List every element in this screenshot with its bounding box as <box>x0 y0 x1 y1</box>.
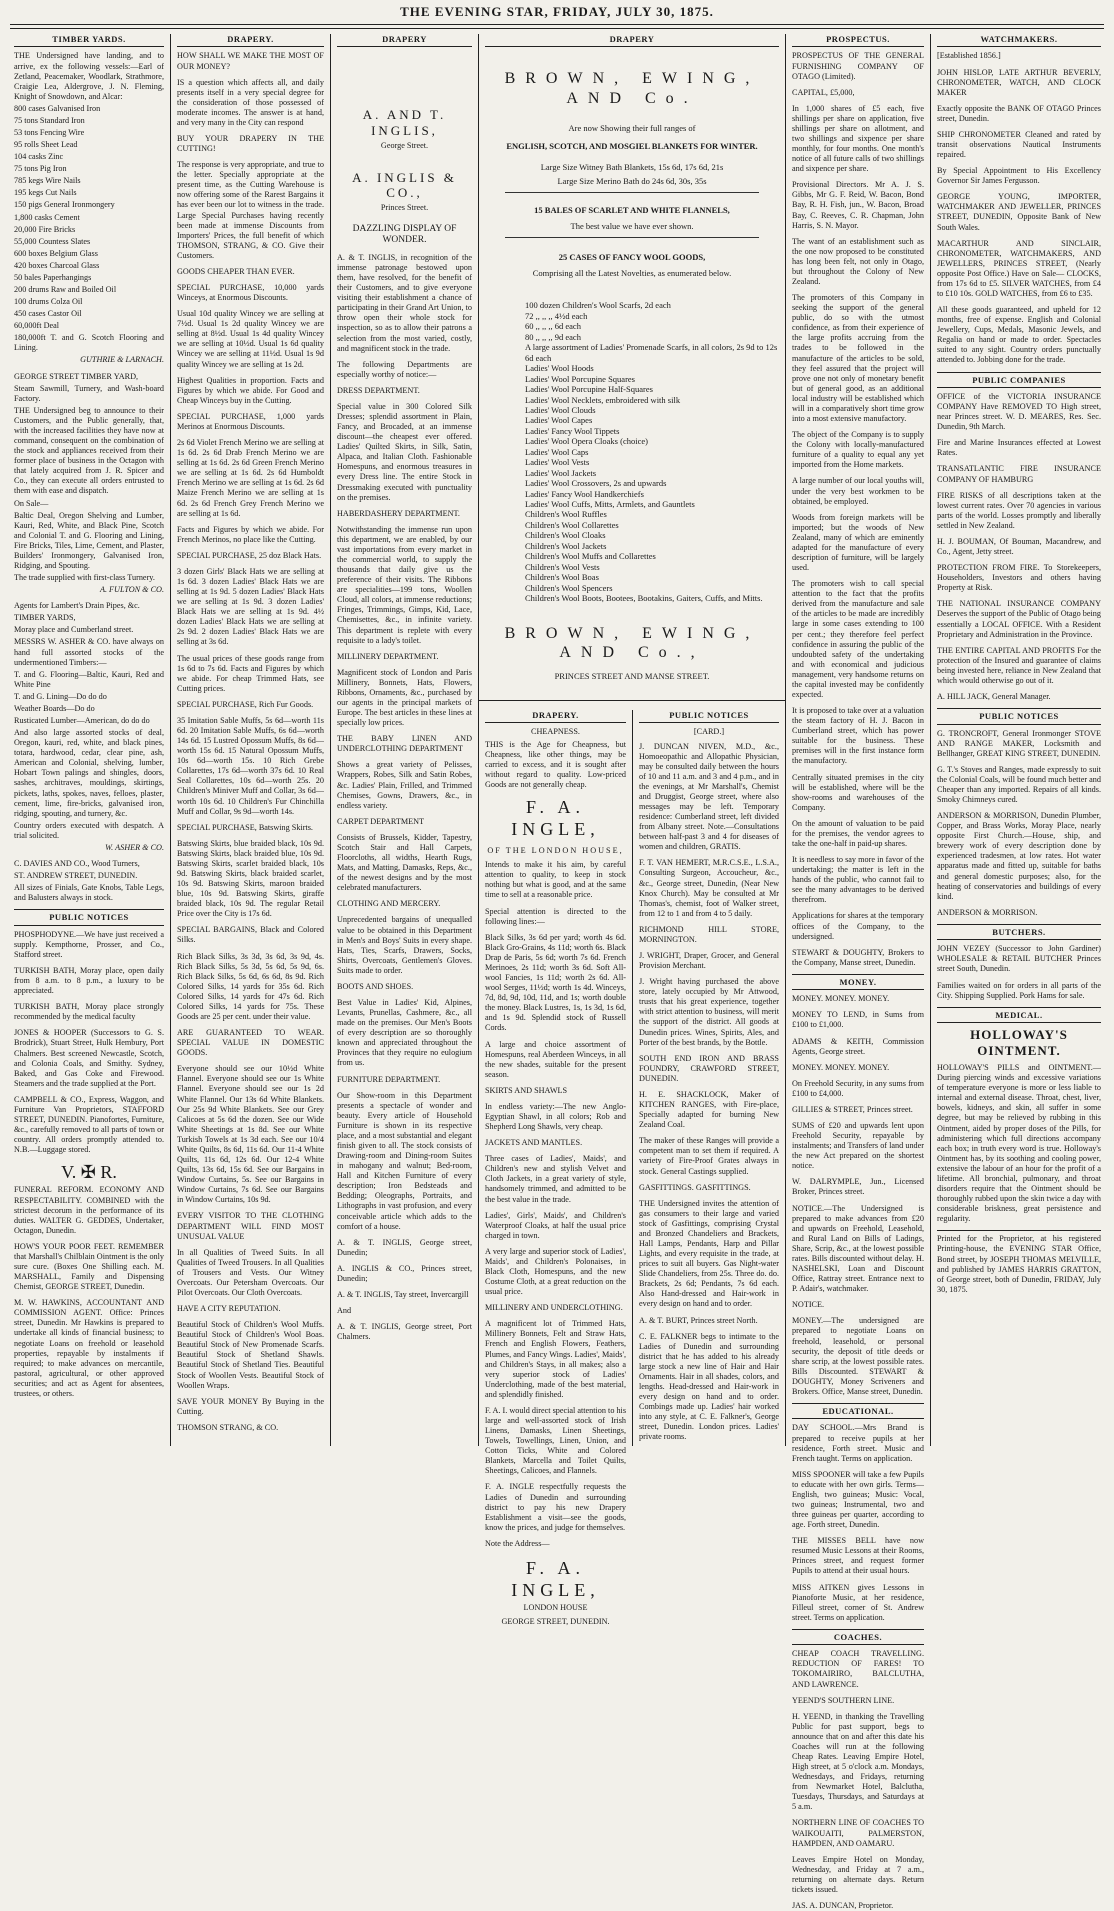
section-heading: EDUCATIONAL. <box>792 1403 924 1419</box>
inglis-paragraph: Consists of Brussels, Kidder, Tapestry, Scotch Stair and Hall Carpets, Floorcloths, all widths, Hearth Rugs, Mats, and Matting, Damasks, Reps, &c., of the newest designs and by the most celebrated manufacturers. <box>337 832 472 893</box>
coach-paragraph: Leaves Empire Hotel on Monday, Wednesday, and Friday at 7 a.m., returning on alternate days. Return tickets issued. <box>792 1854 924 1894</box>
prospectus-paragraph: Provisional Directors. Mr A. J. S. Gibbs, Mr G. F. Reid, W. Bacon, Bond Bay, R. H. Fish, jun., W. Bacon, Broad Bay, C. Reeves, C. R. Chapman, John Harris, S. N. Mayor. <box>792 180 924 230</box>
ingle-title: F. A. INGLE, <box>511 1557 600 1601</box>
ad-line: 420 boxes Charcoal Glass <box>14 260 100 270</box>
ad-headline: 25 CASES OF FANCY WOOL GOODS, <box>558 251 706 262</box>
public-notice: GASFITTINGS. GASFITTINGS. <box>639 1182 751 1192</box>
ad-line: THE Undersigned have landing, and to arrive, ex the following vessels:—Earl of Zetland, Peacemaker, Woodlark, Strathmore, Craigie Lea, Aldergrove, J. N. Fleming, Knight of Snowdown, and Alcar: <box>14 51 164 101</box>
inglis-paragraph: Unprecedented bargains of unequalled value to be obtained in this Department in Men's and Boys' Suits in every shape. Hats, Ties, Scarfs, Drawers, Socks, Shirts, Overcoats, Gentlemen's Gloves. Suits made to order. <box>337 915 472 975</box>
section-heading: COACHES. <box>792 1629 924 1645</box>
notice: TURKISH BATH, Moray place strongly recommended by the medical faculty <box>14 1002 164 1022</box>
ad-line: 75 tons Pig Iron <box>14 164 67 174</box>
brown-ewing-title: BROWN, EWING, AND Co. <box>504 70 760 108</box>
drapery-paragraph: Rich Black Silks, 3s 3d, 3s 6d, 3s 9d, 4s. Rich Black Silks, 5s 3d, 5s 6d, 5s 9d, 6s. Rich Black Silks, 5s 6d, 6s 6d, 8s 9d. Rich Colored Silks, 14 yards for 35s 6d. Rich Colored Silks, 14 yards for 47s 6d. Rich Colored Silks, 14 yards for 75s. These Goods are 25 per cent. under their value. <box>177 951 324 1022</box>
wool-goods-item: Children's Wool Vests <box>525 561 600 572</box>
column-heading: PROSPECTUS. <box>792 34 924 47</box>
section-heading: PUBLIC NOTICES <box>937 708 1101 724</box>
coach-paragraph: CHEAP COACH TRAVELLING. REDUCTION OF FARES! TO TOKOMAIRIRO, BALCLUTHA, AND LAWRENCE. <box>792 1649 924 1689</box>
wool-goods-item: 80 ,, ,, ,, 9d each <box>525 331 581 342</box>
price-line: Large Size Merino Bath do 24s 6d, 30s, 35s <box>557 176 707 187</box>
drapery-paragraph: Beautiful Stock of Children's Wool Muffs. Beautiful Stock of Children's Wool Boas. Beautiful Stock of New Promenade Scarfs. Beautiful Stock of Shetland Shawls. Beautiful Stock of Shetland Ties. Beautiful Stock of Woollen Vests. Beautiful Stock of Woollen Wraps. <box>177 1320 324 1390</box>
wool-goods-item: Ladies' Fancy Wool Handkerchiefs <box>525 488 644 499</box>
items-paragraph: JOHN HISLOP, LATE ARTHUR BEVERLY, CHRONOMETER, WATCH, AND CLOCK MAKER <box>937 67 1101 97</box>
ad-line: Agents for Lambert's Drain Pipes, &c. <box>14 601 140 611</box>
prospectus-paragraph: In 1,000 shares of £5 each, five shillings per share on application, five shillings per share on allotment, and two shillings and sixpence per share monthly, for four months. One month's notice of all future calls of two shillings and sixpence per share. <box>792 103 924 174</box>
wool-goods-item: Ladies' Wool Cuffs, Mitts, Armlets, and Gauntlets <box>525 499 695 510</box>
pc-paragraph: THE ENTIRE CAPITAL AND PROFITS For the protection of the Insured and guarantee of claims being invested here, reliance in New Zealand that which would otherwise go out of it. <box>937 645 1101 685</box>
column-brown-ewing <box>479 34 785 706</box>
inglis-paragraph: Best Value in Ladies' Kid, Alpines, Levants, Prunellas, Cashmere, &c., all made on the premises. Our Men's Boots of every description are so thoroughly known and appreciated throughout the Provinces that they require no eulogium from us. <box>337 997 472 1068</box>
wool-goods-item: Ladies' Wool Capes <box>525 415 593 426</box>
drapery-paragraph: SPECIAL PURCHASE, Batswing Skirts. <box>177 822 313 832</box>
holloway-headline: HOLLOWAY'S OINTMENT. <box>970 1027 1068 1059</box>
notice: PHOSPHODYNE.—We have just received a supply. Kempthorne, Prosser, and Co., Stafford street. <box>14 929 164 959</box>
pc-paragraph: A. HILL JACK, General Manager. <box>937 691 1051 701</box>
wool-goods-item: 60 ,, ,, ,, 6d each <box>525 321 581 332</box>
money-paragraph: MONEY.—The undersigned are prepared to negotiate Loans on freehold, leasehold, or personal security, the deposit of title deeds or share scrip, at the lowest possible rates. Bills Discounted. STEWART & DOUGHTY, Money Scriveners and Brokers. Office, Manse street, Dunedin. <box>792 1316 924 1396</box>
column-prospectus <box>786 34 930 1910</box>
money-paragraph: SUMS of £20 and upwards lent upon Freehold Security, repayable by instalments; and Transfers of land under the new Act prepared on the shortest notice. <box>792 1121 924 1171</box>
drapery-paragraph: GOODS CHEAPER THAN EVER. <box>177 266 295 276</box>
advertisement <box>14 51 164 365</box>
section-rule <box>479 700 785 701</box>
coach-paragraph: YEEND'S SOUTHERN LINE. <box>792 1695 895 1705</box>
drapery-paragraph: HAVE A CITY REPUTATION. <box>177 1304 281 1314</box>
pn-paragraph: ANDERSON & MORRISON. <box>937 907 1038 917</box>
inglis-paragraph: Notwithstanding the immense run upon this department, we are enabled, by our vast importations from every market in the commercial world, to supply the thousands that daily give us the preference of their visits. The Ribbons are specialities—199 tons, Woollen Cloud, all colors, at immense reductions; Fringes, Trimmings, Gimps, Kid, Lace, Chemisettes, &c., in infinite variety. This department is replete with every requisite to a lady's toilet. <box>337 524 472 645</box>
drapery-paragraph: 3 dozen Girls' Black Hats we are selling at 1s 6d. 3 dozen Ladies' Black Hats we are selling at 1s 9d. 5 dozen Ladies' Black Hats we are selling at 1s 9d. 3 dozen Ladies' Black Hats we are selling at 1s 9d. 4½ dozen Ladies' Black Hats we are selling at 2s 9d. 2 dozen Ladies' Black Hats we are selling at 3s 6d. <box>177 566 324 647</box>
inglis-paragraph: A. & T. INGLIS, Tay street, Invercargill <box>337 1290 469 1299</box>
inglis-paragraph: Our Show-room in this Department presents a spectacle of wonder and beauty. Every article of Household Furniture is shown in its respective place, and a most substantial and elegant finish given to all. The stock consists of Drawing-room and Dining-room Suites in mahogany and walnut; Bed-room, Hall and Kitchen Furniture of every description; Iron Bedsteads and Bedding; Oleographs, Portraits, and Lithographs in vast profusion, and every conceivable article which adds to the comfort of a house. <box>337 1090 472 1231</box>
ad-line: 100 drums Colza Oil <box>14 297 83 307</box>
ad-text: Comprising all the Latest Novelties, as enumerated below. <box>532 267 732 278</box>
ingle-title: F. A. INGLE, <box>511 796 600 840</box>
money-paragraph: MONEY. MONEY. MONEY. <box>792 1062 890 1072</box>
inglis-address: George Street. <box>380 141 429 151</box>
drapery-paragraph: ARE GUARANTEED TO WEAR. SPECIAL VALUE IN DOMESTIC GOODS. <box>177 1028 324 1058</box>
drapery-paragraph: HOW SHALL WE MAKE THE MOST OF OUR MONEY? <box>177 51 324 71</box>
ad-line: 180,000ft T. and G. Scotch Flooring and Lining. <box>14 333 164 353</box>
ad-line: 200 drums Raw and Boiled Oil <box>14 285 117 295</box>
ingle-paragraph: Note the Address— <box>485 1538 550 1548</box>
ad-line: 53 tons Fencing Wire <box>14 128 85 137</box>
separator <box>505 237 759 238</box>
money-paragraph: W. DALRYMPLE, Jun., Licensed Broker, Princes street. <box>792 1177 924 1197</box>
drapery-paragraph: SPECIAL PURCHASE, 25 doz Black Hats. <box>177 550 322 560</box>
brown-ewing-title: BROWN, EWING, AND Co., <box>504 624 760 662</box>
notice: M. W. HAWKINS, ACCOUNTANT AND COMMISSION AGENT. Office: Princes street, Dunedin. Mr Hawkins is prepared to undertake all kinds of financial business; to negotiate Loans on freehold or leasehold properties, repayable by instalments if required; to make advances on mercantile, pastoral, agricultural, or other approved securities; and act as Agent for absentees, trustees, or others. <box>14 1298 164 1398</box>
prospectus-paragraph: STEWART & DOUGHTY, Brokers to the Company, Manse street, Dunedin. <box>792 947 924 967</box>
inglis-header-ad <box>337 107 472 246</box>
royal-crest: V. ✠ R. <box>61 1162 117 1183</box>
wool-goods-item: Children's Wool Collarettes <box>525 519 619 530</box>
coach-paragraph: NORTHERN LINE OF COACHES TO WAIKOUAITI, PALMERSTON, HAMPDEN, AND OAMARU. <box>792 1818 924 1848</box>
wool-goods-item: Children's Wool Jackets <box>525 540 607 551</box>
edu-paragraph: THE MISSES BELL have now resumed Music Lessons at their Rooms, Princes street, and request former Pupils to attend at their usual hours. <box>792 1536 924 1576</box>
drapery-paragraph: THOMSON STRANG, & CO. <box>177 1422 279 1432</box>
inglis-paragraph: DRESS DEPARTMENT. <box>337 385 420 395</box>
edu-paragraph: MISS AITKEN gives Lessons in Pianoforte Music, at her residence, Filleul street, corner of St. Andrew street. Terms on application. <box>792 1582 924 1622</box>
wool-goods-item: Ladies' Wool Jackets <box>525 467 597 478</box>
inglis-paragraph: A. & T. INGLIS, George street, Dunedin; <box>337 1237 472 1257</box>
ad-line: 50 bales Paperhangings <box>14 272 92 282</box>
drapery-paragraph: SPECIAL BARGAINS, Black and Colored Silks. <box>177 925 324 945</box>
public-notice: C. E. FALKNER begs to intimate to the Ladies of Dunedin and surrounding district that he has added to his already large stock a new line of Hair and Hair Ornaments. Hair in all shades, colors, and lengths. Head-dressed and Hair-work in every design on hand and to order. Combings made up. Ladies' hair worked into any style, at C. E. Falkner's, George street, Dunedin. London prices. Ladies' private rooms. <box>639 1331 779 1442</box>
money-paragraph: MONEY TO LEND, in Sums from £100 to £1,000. <box>792 1010 924 1030</box>
wool-goods-item: 72 ,, ,, ,, 4½d each <box>525 310 588 321</box>
ad-headline: 15 BALES OF SCARLET AND WHITE FLANNELS, <box>534 204 730 215</box>
wool-goods-item: Ladies' Wool Vests <box>525 457 590 468</box>
ad-text: THIS is the Age for Cheapness, but Cheapness, like other things, may be carried to excess, and it is sought after without regard to quality. Low-priced Goods are not generally cheap. <box>485 739 626 789</box>
ad-signature: GUTHRIE & LARNACH. <box>80 355 164 365</box>
wool-goods-item: Children's Wool Ruffles <box>525 509 607 520</box>
notice: JONES & HOOPER (Successors to G. S. Brodrick), Stuart Street, Hulk Hembury, Port Chalmers. Best screened Newcastle, Scotch, and Colonia Coals, and Smithy. Sydney, Baked, and Gas Coke and Firewood. Steamers and the trade supplied at the Port. <box>14 1028 164 1088</box>
ad-text: The best value we have ever shown. <box>570 221 694 232</box>
ad-headline: ENGLISH, SCOTCH, AND MOSGIEL BLANKETS FOR WINTER. <box>506 141 758 152</box>
ad-text: HOLLOWAY'S PILLS and OINTMENT.—During piercing winds and excessive variations of temperature everyone is more or less liable to internal and external disease. Throat, chest, liver, bowels, kidneys, and skin, all suffer in some degree, but may be relieved by rubbing in this Ointment, aided by proper doses of the Pills, for administering which full directions accompany each box; in truth every word is true. Holloway's Ointment has, by its soothing and cooling power, extensive the labour of an hour for the profit of a lifetime. All bronchial, pulmonary, and throat disorders require that the Ointment should be thoroughly rubbed upon the skin twice a day with considerable briskness, great persistence and regularity. <box>937 1063 1101 1224</box>
coach-paragraph: JAS. A. DUNCAN, Proprietor. <box>792 1901 894 1910</box>
public-notice: RICHMOND HILL STORE, MORNINGTON. <box>639 924 779 944</box>
ad-line: Moray place and Cumberland street. <box>14 625 134 635</box>
ingle-paragraph: F. A. INGLE respectfully requests the Ladies of Dunedin and surrounding district to pay his new Drapery Establishment a visit—see the goods, know the prices, and judge for themselves. <box>485 1482 626 1532</box>
butch-paragraph: Families waited on for orders in all parts of the City. Shipping Supplied. Pork Hams for sale. <box>937 980 1101 1000</box>
ingle-paragraph: Intends to make it his aim, by careful attention to quality, to keep in stock nothing but what is good, and at the same time to sell at a reasonable price. <box>485 860 626 900</box>
ingle-paragraph: Black Silks, 3s 6d per yard; worth 4s 6d. Black Gro-Grains, 4s 11d; worth 6s. Black Drap de Paris, 5s 6d; worth 7s 6d. French Merinoes, 2s 11d; worth 3s 6d. Soft All-wool Fancies, 1s 11d; worth 2s 6d. All-wool Serges, 11½d; worth 1s 4d. Winceys, 7d, 8d, 9d, 10d, 11d, and 1s; worth double the money. Black Lustres, 1s, 1s 3d, 1s 6d, and 1s 9d. Splendid stock of Russell Cords. <box>485 932 626 1033</box>
ad-signature: W. ASHER & CO. <box>105 842 164 852</box>
public-notice: SOUTH END IRON AND BRASS FOUNDRY, CRAWFORD STREET, DUNEDIN. <box>639 1053 779 1083</box>
pc-paragraph: FIRE RISKS of all descriptions taken at the lowest current rates. Over 70 agencies in various parts of the world. Losses promptly and liberally settled in New Zealand. <box>937 490 1101 530</box>
wool-goods-item: Children's Wool Cloaks <box>525 530 606 541</box>
inglis-paragraph: HABERDASHERY DEPARTMENT. <box>337 508 460 518</box>
drapery-paragraph: 35 Imitation Sable Muffs, 5s 6d—worth 11s 6d. 20 Imitation Sable Muffs, 6s 6d—worth 14s 6d. 15 Lustred Opossum Muffs, 8s 6d—worth 15s 6d. 15 Natural Opossum Muffs, 10s 6d—worth 15s. 10 Rich Grebe Collarettes, 17s 6d—worth 37s 6d. 10 Real Seal Collarettes, 10s 6d—worth 25s. 20 Children's Miniver Muff and Collar, 3s 6d—worth 10s 6d. 10 Children's Fur Chinchilla Muff and Collar, 9s 9d—worth 14s. <box>177 715 324 816</box>
advertisement <box>14 859 164 903</box>
inglis-paragraph: And <box>337 1306 352 1316</box>
drapery-paragraph: Highest Qualities in proportion. Facts and Figures by which we abide. For Good and Cheap Winceys buy in the Cutting. <box>177 375 324 405</box>
column-public-notices <box>633 710 785 1444</box>
prospectus-paragraph: It is needless to say more in favor of the undertaking; the matter is left in the hands of the public, who cannot fail to see the many advantages to be derived therefrom. <box>792 855 924 905</box>
coach-paragraph: H. YEEND, in thanking the Travelling Public for past support, begs to announce that on and after this date his Coaches will run at the following Cheap Rates. Leaving Empire Hotel, High street, at 5 o'clock a.m. Mondays, Wednesdays, and Fridays, returning from Newmarket Hotel, Balclutha, Tuesdays, Thursdays, and Saturdays at 5 a.m. <box>792 1711 924 1812</box>
wool-goods-item: Ladies' Wool Hoods <box>525 363 594 374</box>
column-drapery-cutting <box>171 34 330 1444</box>
public-notice: H. E. SHACKLOCK, Maker of KITCHEN RANGES, with Fire-place, Specially adapted for burning New Zealand Coal. <box>639 1089 779 1130</box>
ad-line: Weather Boards—Do do <box>14 703 95 713</box>
prospectus-paragraph: Woods from foreign markets will be imported; but the woods of New Zealand, many of which are eminently adapted for the manufacture of every description of furniture, will be largely used. <box>792 512 924 573</box>
column-timber-yards <box>8 34 170 1444</box>
public-notice: THE Undersigned invites the attention of gas consumers to their large and varied stock of Gasfittings, comprising Crystal and Bronzed Chandeliers and Brackets, Hall Lamps, Pendants, Harp and Pillar Lights, and every requisite in the trade, at prices to suit all buyers. Gas Night-water Slide Chandeliers, from 25s. Three do. do. Brackets, 2s 6d; Pendants, 7s 6d each. Also Hand-dressed and Hair-work in every design on hand and to order. <box>639 1198 779 1309</box>
masthead-rule <box>10 24 1104 25</box>
drapery-paragraph: Facts and Figures by which we abide. For French Merinos, no place like the Cutting. <box>177 524 324 544</box>
wool-goods-item: Children's Wool Muffs and Collarettes <box>525 551 656 562</box>
ad-line: C. DAVIES AND CO., Wood Turners, <box>14 859 140 868</box>
imprint: Printed for the Proprietor, at his registered Printing-house, the EVENING STAR Office, Bond street, by JOSEPH THOMAS MELVILLE, and published by JAMES HARRIS GRATTON, of George street, both of Dunedin, FRIDAY, July 30, 1875. <box>937 1230 1101 1294</box>
inglis-paragraph: THE BABY LINEN AND UNDERCLOTHING DEPARTMENT <box>337 734 472 754</box>
ad-line: 150 pigs General Ironmongery <box>14 200 115 210</box>
drapery-paragraph: Everyone should see our 10½d White Flannel. Everyone should see our 1s White Flannel. Everyone should see our 1s 2d White Flannel. Our 13s 6d White Blankets. Our 25s 9d White Blankets. See our Grey Calicoes at 5s 6d the dozen. See our Wide White Sheetings at 1s 8d. See our White Turkish Towels at 1s 3d each. See our 10/4 White Quilts, 8s 6d, 11s 6d. Our 11-4 White Quilts, 11s 6d, 12s 6d. Our 12-4 White Quilts, 13s 6d, 15s 6d. See our Bargains in Window Curtains, 5s. See our Bargains in Window Curtains, 7s 6d. See our Bargains in Window Curtains, 10s 9d. <box>177 1064 324 1205</box>
notice: FUNERAL REFORM. ECONOMY AND RESPECTABILITY. COMBINED with the strictest decorum in the performance of its duties. WALTER G. GEDDES, Undertaker, Octagon, Dunedin. <box>14 1185 164 1235</box>
prospectus-paragraph: PROSPECTUS OF THE GENERAL FURNISHING COMPANY OF OTAGO (Limited). <box>792 51 924 81</box>
prospectus-paragraph: The promoters wish to call special attention to the fact that the profits derived from the manufacture and sale of the articles to be made are incredibly large in some cases extending to 100 per cent.; they therefore feel perfect confidence in assuring the public of the undoubted safety of the undertaking and with economical and judicious management, very handsome returns on the capital invested may be confidently expected. <box>792 579 924 699</box>
ad-line: 600 boxes Belgium Glass <box>14 248 98 258</box>
pc-paragraph: PROTECTION FROM FIRE. To Storekeepers, Householders, Investors and others having Property at Risk. <box>937 563 1101 593</box>
edu-paragraph: MISS SPOONER will take a few Pupils to educate with her own girls. Terms—English, two guineas; Music: Vocal, two guineas; Instrumental, two and three guineas per quarter, according to age. Forth street, Dunedin. <box>792 1469 924 1530</box>
drapery-paragraph: Usual 10d quality Wincey we are selling at 7½d. Usual 1s 2d quality Wincey we are selling at 8½d. Usual 1s 4d quality Wincey we are selling at 10½d. Usual 1s 6d quality Wincey we are selling at 11½d. Usual 1s 9d quality Wincey we are selling at 1s 2d. <box>177 309 324 369</box>
public-notice: J. DUNCAN NIVEN, M.D., &c., Homoeopathic and Allopathic Physician, may be consulted daily between the hours of 10 and 11 a.m. and 3 and 4 p.m., and in the evenings, at Mr Marshall's, Chemist and Druggist, George street, where also messages may be left. Temporary residence: Cumberland street, left divided from Albany street. Note.—Consultations between half-past 3 and 4 for diseases of women and children, GRATIS. <box>639 741 779 852</box>
ad-line: T. and G. Lining—Do do do <box>14 691 107 701</box>
wool-goods-item: Ladies' Wool Caps <box>525 446 589 457</box>
ad-line: All sizes of Finials, Gate Knobs, Table Legs, and Balusters always in stock. <box>14 883 164 903</box>
notice: TURKISH BATH, Moray place, open daily from 8 a.m. to 8 p.m., a luxury to be appreciated. <box>14 966 164 996</box>
section-heading: MEDICAL. <box>937 1007 1101 1023</box>
column-heading: DRAPERY <box>337 34 472 47</box>
ingle-paragraph: JACKETS AND MANTLES. <box>485 1138 583 1148</box>
prospectus-paragraph: It is proposed to take over at a valuation the steam factory of H. J. Bacon in Cumberland street, which has power suitable for the business. These premises will in the first instance form the manufactory. <box>792 706 924 766</box>
section-heading: BUTCHERS. <box>937 924 1101 940</box>
public-notice: The maker of these Ranges will provide a competent man to set them if required. A variety of Fire-Proof Grates always in stock. General Castings supplied. <box>639 1136 779 1176</box>
ad-line: 450 cases Castor Oil <box>14 309 82 319</box>
ingle-subtitle: OF THE LONDON HOUSE, <box>487 846 624 856</box>
wool-goods-item: Children's Wool Boots, Bootees, Bootakins, Gaiters, Cuffs, and Mitts. <box>525 593 763 604</box>
pc-paragraph: TRANSATLANTIC FIRE INSURANCE COMPANY OF HAMBURG <box>937 464 1101 484</box>
inglis-paragraph: A. & T. INGLIS, in recognition of the immense patronage bestowed upon them, have resolved, for the benefit of their Customers, and to give everyone visiting their establishment a chance of participating in their Grand Art Union, to throw open their whole stock for inspection, so as to allow their patrons a selection from the most varied, costly, and magnificent stock in the trade. <box>337 252 472 353</box>
prospectus-paragraph: The object of the Company is to supply the Colony with locally-manufactured furniture of a quality to equal any yet imported from the Home markets. <box>792 430 924 470</box>
prospectus-paragraph: A large number of our local youths will, under the very best workmen to be obtained, be employed. <box>792 476 924 506</box>
ad-line: THE Undersigned beg to announce to their Customers, and the Public generally, that, with the increased facilities they have now at command, consequent on the combination of the stock and appliances received from their former place of business in the Octagon with that lately acquired from J. R. Spicer and Co., they can execute all orders entrusted to them with ease and dispatch. <box>14 405 164 496</box>
ad-line: 75 tons Standard Iron <box>14 115 85 125</box>
inglis-paragraph: A. & T. INGLIS, George street, Port Chalmers. <box>337 1322 472 1342</box>
ad-line: 1,800 casks Cement <box>14 212 80 222</box>
notice: HOW'S YOUR POOR FEET. REMEMBER that Marshall's Chilblain Ointment is the only sure cure. (Boxes One Shilling each. M. MARSHALL, Family and Dispensing Chemist, GEORGE STREET, Dunedin. <box>14 1241 164 1292</box>
ingle-paragraph: Special attention is directed to the following lines:— <box>485 906 626 926</box>
column-heading: PUBLIC NOTICES <box>639 710 779 723</box>
ingle-paragraph: Ladies', Girls', Maids', and Children's Waterproof Cloaks, at half the usual price charged in town. <box>485 1210 626 1240</box>
section-heading: MONEY. <box>792 974 924 990</box>
masthead: THE EVENING STAR, FRIDAY, JULY 30, 1875. <box>400 4 714 19</box>
inglis-paragraph: BOOTS AND SHOES. <box>337 981 414 991</box>
drapery-paragraph: SPECIAL PURCHASE, 10,000 yards Winceys, at Enormous Discounts. <box>177 283 324 303</box>
ad-line: Country orders executed with despatch. A trial solicited. <box>14 820 164 840</box>
ad-line: T. and G. Flooring—Baltic, Kauri, Red and White Pine <box>14 669 164 689</box>
ad-line: On Sale— <box>14 498 49 508</box>
wool-goods-item: Ladies' Wool Porcupine Squares <box>525 373 635 384</box>
ad-line: 95 rolls Sheet Lead <box>14 140 78 150</box>
items-paragraph: SHIP CHRONOMETER Cleaned and rated by transit observations Nautical Instruments repaired. <box>937 129 1101 160</box>
prospectus-paragraph: The want of an establishment such as the one now proposed to be constituted has long been felt, not only in Otago, but throughout the Colony of New Zealand. <box>792 236 924 287</box>
money-paragraph: ADAMS & KEITH, Commission Agents, George street. <box>792 1036 924 1056</box>
wool-goods-item: Children's Wool Boas <box>525 572 599 583</box>
ingle-paragraph: F. A. I. would direct special attention to his large and well-assorted stock of Irish Linens, Damasks, Linen Sheetings, Towels, Towellings, Linen, Union, and Cotton Ticks, White and Colored Blankets, Marcella and Toilet Quilts, Sheetings, Calicoes, and Flannels. <box>485 1405 627 1476</box>
inglis-paragraph: Shows a great variety of Pelisses, Wrappers, Robes, Silk and Satin Robes, &c. Ladies' Plain, Frilled, and Trimmed Chemises, Gowns, Drawers, &c., in endless variety. <box>337 760 472 810</box>
money-paragraph: GILLIES & STREET, Princes street. <box>792 1104 913 1114</box>
wool-goods-item: Ladies' Wool Opera Cloaks (choice) <box>525 436 648 447</box>
column-heading: WATCHMAKERS. <box>937 34 1101 47</box>
price-line: Large Size Witney Bath Blankets, 15s 6d, 17s 6d, 21s <box>540 161 724 172</box>
ad-line: 800 cases Galvanised Iron <box>14 103 101 113</box>
inglis-paragraph: CLOTHING AND MERCERY. <box>337 899 441 909</box>
advertisement <box>14 601 164 853</box>
ingle-paragraph: A very large and superior stock of Ladies', Maids', and Children's Polonaises, in Black Cloth, Homespuns, and the new Costume Cloth, at a great reduction on the usual price. <box>485 1246 626 1297</box>
items-paragraph: All these goods guaranteed, and upheld for 12 months, free of expense. English and Colonial Jewellery, Cups, Medals, Masonic Jewels, and Regalia on hand or made to order. Spectacles suited to any sight. Country orders punctually attended to. Jobbing done for the trade. <box>937 305 1101 365</box>
pc-paragraph: Fire and Marine Insurances effected at Lowest Rates. <box>937 438 1101 458</box>
ad-text: Are now Showing their full ranges of <box>568 122 696 133</box>
public-notice: J. Wright having purchased the above store, lately occupied by Mr Attwood, trusts that his great experience, together with strict attention to business, will merit the support of the district. All goods at Dunedin prices. Wines, Spirits, Ales, and Porter of the best brands, by the Bottle. <box>639 977 779 1047</box>
money-paragraph: On Freehold Security, in any sums from £100 to £4,000. <box>792 1078 924 1098</box>
wool-goods-item: Ladies' Wool Clouds <box>525 404 596 415</box>
column-drapery-ingle <box>479 710 632 1627</box>
ad-line: 20,000 Fire Bricks <box>14 224 76 234</box>
inglis-paragraph: A. INGLIS & CO., Princes street, Dunedin; <box>337 1263 472 1283</box>
prospectus-paragraph: CAPITAL, £5,000, <box>792 87 855 97</box>
drapery-paragraph: EVERY VISITOR TO THE CLOTHING DEPARTMENT WILL FIND MOST UNUSUAL VALUE <box>177 1211 324 1241</box>
ad-line: 55,000 Countess Slates <box>14 236 91 246</box>
drapery-paragraph: Batswing Skirts, blue braided black, 10s 9d. Batswing Skirts, black braided blue, 10s 9d. Batswing Skirts, scarlet braided black, 10s 9d. Batswing Skirts, black braided scarlet, 10s 9d. Batswing Skirts, maroon braided blue, 10s 9d. Batswing Skirts, giraffe braided black, 10s 9d. The regular Retail Price over the City is 17s 6d. <box>177 838 324 919</box>
edu-paragraph: DAY SCHOOL.—Mrs Brand is prepared to receive pupils at her residence, Forth street. Music and French taught. Terms on application. <box>792 1423 924 1463</box>
prospectus-paragraph: On the amount of valuation to be paid for the premises, the vendor agrees to take the one-half in paid-up shares. <box>792 818 924 848</box>
wool-goods-item: Ladies' Wool Porcupine Half-Squares <box>525 384 653 395</box>
money-paragraph: NOTICE.—The Undersigned is prepared to make advances from £20 and upwards on Freehold, Leasehold, and Rural Land on Bills of Ladings, Share, Scrip, &c., at the lowest possible rates. Bills discounted without delay. H. NASHELSKI, Loan and Discount Office, Rattray street. Entrance next to P. Adair's, watchmaker. <box>792 1203 924 1294</box>
masthead-rule-2 <box>10 28 1104 29</box>
section-heading: PUBLIC COMPANIES <box>937 372 1101 388</box>
notice: CAMPBELL & CO., Express, Waggon, and Furniture Van Proprietors, STAFFORD STREET, DUNEDIN. Pianofortes, Furniture, &c., carefully removed to all parts of town or country. All orders promptly attended to. N.B.—Luggage stored. <box>14 1094 164 1155</box>
items-paragraph: [Established 1856.] <box>937 51 1001 61</box>
inglis-paragraph: Magnificent stock of London and Paris Millinery, Bonnets, Hats, Flowers, Ribbons, Ornaments, &c., purchased by our agents in the principal markets of Europe. The best articles in these lines at specially low prices. <box>337 667 472 728</box>
column-watchmakers <box>931 34 1107 1444</box>
separator <box>505 192 759 193</box>
inglis-paragraph: CARPET DEPARTMENT <box>337 816 425 826</box>
prospectus-paragraph: Applications for shares at the temporary offices of the Company, to the undersigned. <box>792 911 924 941</box>
drapery-paragraph: SAVE YOUR MONEY By Buying in the Cutting. <box>177 1396 324 1416</box>
inglis-paragraph: MILLINERY DEPARTMENT. <box>337 651 439 661</box>
inglis-paragraph: The following Departments are especially worthy of notice:— <box>337 359 472 379</box>
ad-line: The trade supplied with first-class Turnery. <box>14 573 155 583</box>
pn-paragraph: G. T.'s Stoves and Ranges, made expressly to suit the Colonial Coals, will be found much better and Cheaper than any imported. Repairs of all kinds. Smoky Chimneys cured. <box>937 764 1101 804</box>
pn-paragraph: ANDERSON & MORRISON, Dunedin Plumber, Copper, and Brass Works, Moray Place, nearly opposite First Church.—House, ship, and brewery work of every description done by experienced tradesmen, at low rates. Hot water apparatus made and fitted up, suitable for baths and general domestic purposes; also, for the heating of conservatories and buildings of every kind. <box>937 811 1101 901</box>
ad-line: ST. ANDREW STREET, DUNEDIN. <box>14 871 138 881</box>
ingle-subtitle: LONDON HOUSE <box>523 1603 588 1613</box>
drapery-paragraph: In all Qualities of Tweed Suits. In all Qualities of Tweed Trousers. In all Qualities of Trousers and Vests. Our Witney Overcoats. Our Petersham Overcoats. Our Pilot Overcoats. Our Cloth Overcoats. <box>177 1247 324 1297</box>
ad-headline: DAZZLING DISPLAY OF WONDER. <box>352 223 457 246</box>
ad-line: MESSRS W. ASHER & CO. have always on hand full assorted stocks of the undermentioned Timbers:— <box>14 637 164 667</box>
inglis-name: A. INGLIS & CO., <box>352 169 457 201</box>
ad-address: PRINCES STREET AND MANSE STREET. <box>554 670 710 681</box>
ad-line: TIMBER YARDS, <box>14 613 76 623</box>
drapery-paragraph: The usual prices of these goods range from 1s 6d to 7s 6d. Facts and Figures by which we abide. For cheap Trimmed Hats, see Cutting prices. <box>177 653 324 693</box>
items-paragraph: GEORGE YOUNG, IMPORTER, WATCHMAKER AND JEWELLER, PRINCES STREET, DUNEDIN, Opposite Bank of New South Wales. <box>937 192 1101 232</box>
items-paragraph: MACARTHUR AND SINCLAIR, CHRONOMETER, WATCHMAKERS, AND JEWELLERS, PRINCES STREET, (Nearly opposite Post Office.) Have on Sale— CLOCKS, from 17s 6d to £5. SILVER WATCHES, from £4 to £10 10s. GOLD WATCHES, from £6 to £35. <box>937 238 1101 299</box>
inglis-name: A. AND T. INGLIS, <box>362 107 447 139</box>
ad-line: GEORGE STREET TIMBER YARD, <box>14 371 139 381</box>
wool-goods-item: Ladies' Fancy Wool Tippets <box>525 425 620 436</box>
public-notice: J. WRIGHT, Draper, Grocer, and General Provision Merchant. <box>639 951 779 971</box>
ingle-paragraph: A large and choice assortment of Homespuns, real Aberdeen Winceys, in all the new shades, suitable for the present season. <box>485 1039 626 1079</box>
items-paragraph: By Special Appointment to His Excellency Governor Sir James Fergusson. <box>937 166 1101 186</box>
column-heading: DRAPERY. <box>485 710 626 723</box>
ad-line: 104 casks Zinc <box>14 152 64 162</box>
ingle-address: GEORGE STREET, DUNEDIN. <box>501 1617 610 1627</box>
ad-line: 785 kegs Wire Nails <box>14 176 81 186</box>
ad-line: And also large assorted stocks of deal, Oregon, kauri, red, white, and black pines, totara, hardwood, cedar, clear pine, ash, American and Colonial, shelving, lumber, Hobart Town palings and shingles, doors, sashes, architraves, mouldings, skirtings, pickets, laths, spokes, naves, felloes, plaster, cement, lime, fire-bricks, galvanised iron, ridging, spouting, and turnery, &c. <box>14 728 164 818</box>
prospectus-paragraph: The promoters of this Company in seeking the support of the general public, do so with the utmost confidence, as from their experience of the large profits accruing from the trades to be followed in the manufacture of the articles to be sold, they feel assured that the project will prove one not only of monetary benefit but of general good, as an additional local industry will be established which will in a comparatively short time grow into a most extensive manufactory. <box>792 293 924 424</box>
advertisement <box>14 372 164 596</box>
column-drapery-inglis <box>331 34 478 1444</box>
drapery-paragraph: 2s 6d Violet French Merino we are selling at 1s 6d. 2s 6d Drab French Merino we are selling at 1s 6d. 2s 6d Green French Merino we are selling at 1s 6d. 2s 6d Humboldt French Merino we are selling at 1s 6d. 2s 6d Maize French Merino we are selling at 1s 6d. 2s 6d French Grey French Merino we are selling at 1s 6d. <box>177 438 324 518</box>
prospectus-paragraph: Centrally situated premises in the city will be established, where will be the show-rooms and warehouses of the Company. <box>792 772 924 812</box>
wool-goods-item: Ladies' Wool Necklets, embroidered with silk <box>525 394 681 405</box>
money-paragraph: MONEY. MONEY. MONEY. <box>792 994 890 1004</box>
ingle-paragraph: Three cases of Ladies', Maids', and Children's new and stylish Velvet and Cloth Jackets, in a great variety of style, handsomely trimmed, and admitted to be the best value in the trade. <box>485 1154 626 1204</box>
public-notice: F. T. VAN HEMERT, M.R.C.S.E., L.S.A., Consulting Surgeon, Accoucheur, &c., &c., George street, Dunedin, (Near New Knox Church). May be consulted at Mr Thomas's, chemist, foot of Walker street, from 12 to 1 and from 4 to 5 daily. <box>639 858 779 918</box>
ad-signature: A. FULTON & CO. <box>99 585 164 595</box>
section-heading: PUBLIC NOTICES <box>14 909 164 925</box>
column-heading: TIMBER YARDS. <box>14 34 164 47</box>
drapery-paragraph: SPECIAL PURCHASE, 1,000 yards Merinos at Enormous Discounts. <box>177 411 324 431</box>
wool-goods-item: A large assortment of Ladies' Promenade Scarfs, in all colors, 2s 9d to 12s 6d each <box>525 342 778 363</box>
ingle-paragraph: A magnificent lot of Trimmed Hats, Millinery Bonnets, Felt and Straw Hats, French and English Flowers, Feathers, Plumes, and Fancy Wings. Ladies', Maids', and Children's Stays, in all makes; also a very superior stock of Ladies' Underclothing, made of the best material, and splendidly finished. <box>485 1319 626 1399</box>
wool-goods-item: Ladies' Wool Crossovers, 2s and upwards <box>525 478 667 489</box>
ad-line: Rusticated Lumber—American, do do do <box>14 715 150 725</box>
ingle-paragraph: SKIRTS AND SHAWLS <box>485 1085 568 1095</box>
ad-line: Steam Sawmill, Turnery, and Wash-board Factory. <box>14 383 164 403</box>
drapery-paragraph: The response is very appropriate, and true to the letter. Specially appropriate at the present time, as the Cutting Warehouse is now offering some of the Rarest Bargains it has ever been our lot to witness in the trade. Large Special Purchases having recently been made at immense Discounts from Importers' Prices, the full benefit of which THOMSON, STRANG, & CO. Give their Customers. <box>177 160 324 260</box>
inglis-paragraph: Special value in 300 Colored Silk Dresses; splendid assortment in Plain, Fancy, and Brocaded, at an immense discount—the cheapest ever offered. Ladies' Quilted Skirts, in Silk, Satin, Alpaca, and Italian Cloth. Fashionable Homespuns, and enormous treasures in every Dress line. The entire Stock in Dressmaking executed with punctuality on the premises. <box>337 401 472 502</box>
ingle-paragraph: In endless variety:—The new Anglo-Egyptian Shawl, in all colors; Rob and Shepherd Long Shawls, very cheap. <box>485 1101 626 1132</box>
wool-goods-item: Children's Wool Spencers <box>525 582 613 593</box>
pc-paragraph: OFFICE of the VICTORIA INSURANCE COMPANY Have REMOVED TO High street, near Princes street. W. D. MEARES, Res. Sec. Dunedin, 9th March. <box>937 392 1101 432</box>
drapery-paragraph: SPECIAL PURCHASE, Rich Fur Goods. <box>177 699 314 709</box>
pc-paragraph: H. J. BOUMAN, Of Bouman, Macandrew, and Co., Agent, Jetty street. <box>937 536 1101 557</box>
butch-paragraph: JOHN VEZEY (Successor to John Gardiner) WHOLESALE & RETAIL BUTCHER Princes street South, Dunedin. <box>937 944 1101 974</box>
items-paragraph: Exactly opposite the BANK OF OTAGO Princes street, Dunedin. <box>937 103 1101 123</box>
ingle-paragraph: MILLINERY AND UNDERCLOTHING. <box>485 1303 623 1313</box>
public-notice: A. & T. BURT, Princes street North. <box>639 1315 758 1325</box>
pn-paragraph: G. TRONCROFT, General Ironmonger STOVE AND RANGE MAKER, Locksmith and Bellhanger, GREAT KING STREET, DUNEDIN. <box>937 728 1101 758</box>
column-heading: DRAPERY <box>485 34 779 47</box>
wool-goods-item: 100 dozen Children's Wool Scarfs, 2d each <box>525 300 671 311</box>
inglis-address: Princes Street. <box>380 203 429 213</box>
pc-paragraph: THE NATIONAL INSURANCE COMPANY Deserves the support of the Public of Otago being essentially a LOCAL OFFICE. With a Resident Proprietary and Administration in the Province. <box>937 599 1101 639</box>
inglis-paragraph: FURNITURE DEPARTMENT. <box>337 1074 441 1084</box>
ad-line: Baltic Deal, Oregon Shelving and Lumber, Kauri, Red, White, and Black Pine, Scotch and Colonial T. and G. Flooring and Lining, Fire Bricks, Tiles, Lime, Cement, and Plaster, Builders' Ironmongery, Galvanised Iron, Ridging, and Spouting. <box>14 510 164 570</box>
ad-line: 195 kegs Cut Nails <box>14 188 77 198</box>
drapery-paragraph: BUY YOUR DRAPERY IN THE CUTTING! <box>177 134 324 154</box>
money-paragraph: NOTICE. <box>792 1300 825 1310</box>
ad-line: 60,000ft Deal <box>14 321 60 331</box>
drapery-paragraph: IS a question which affects all, and daily presents itself in a very special degree for the consideration of those possessed of moderate incomes. The answer is at hand, and very many in the City can respond <box>177 77 324 127</box>
ad-headline: CHEAPNESS. <box>531 727 580 737</box>
card-label: [CARD.] <box>693 727 725 737</box>
column-heading: DRAPERY. <box>177 34 324 47</box>
